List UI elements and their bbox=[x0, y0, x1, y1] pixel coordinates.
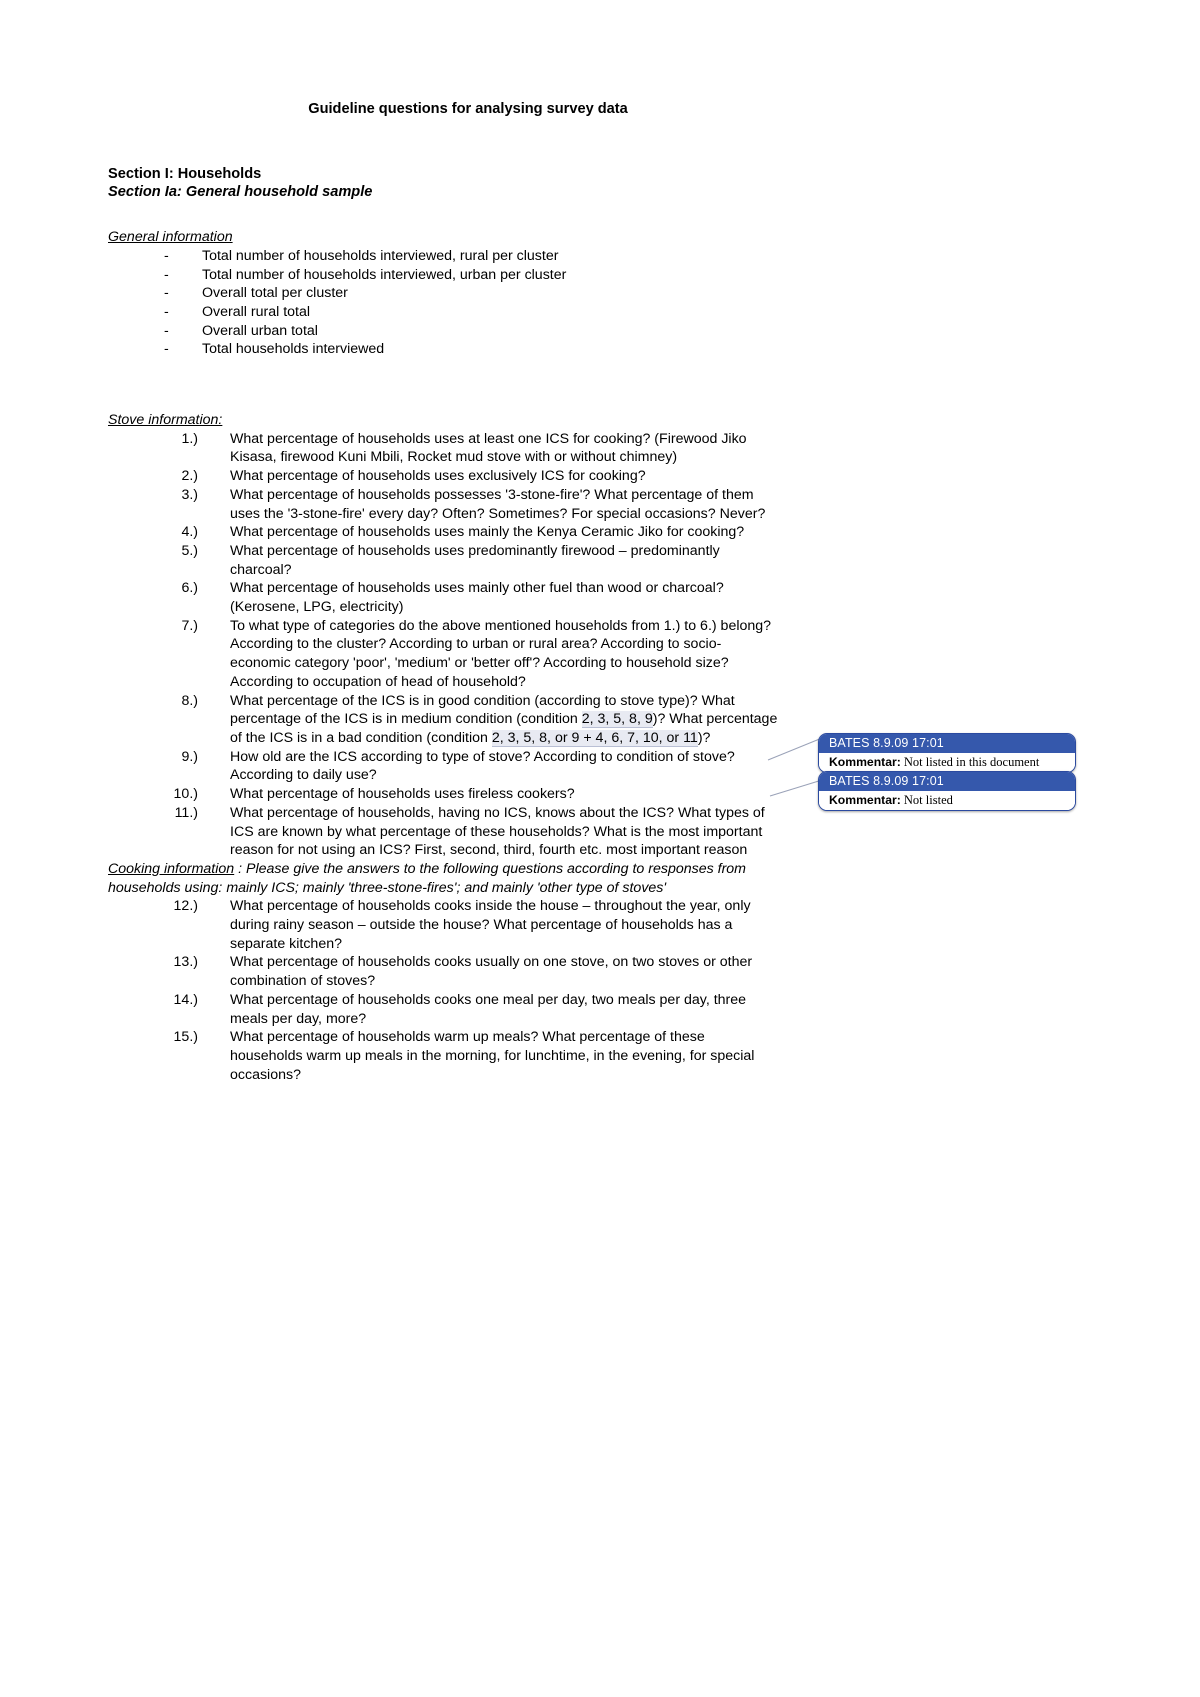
question-number: 9.) bbox=[181, 748, 198, 765]
question-number: 8.) bbox=[181, 692, 198, 709]
question-item-6 bbox=[140, 579, 780, 616]
question-number: 3.) bbox=[181, 486, 198, 503]
question-number: 4.) bbox=[181, 524, 198, 541]
list-item bbox=[164, 340, 780, 359]
question-text: What percentage of households, having no ICS, knows about the ICS? What types of ICS are known by what percentage of these households? What is the most important reason for not using an ICS? First, second, third, fourth etc. most important reason bbox=[230, 804, 765, 859]
list-item-label: Overall rural total bbox=[202, 303, 311, 320]
cooking-information-questions bbox=[108, 897, 780, 1084]
comment-text: Not listed in this document bbox=[903, 755, 1040, 769]
question-text: What percentage of households uses fireless cookers? bbox=[230, 786, 575, 803]
question-text: What percentage of households possesses '3-stone-fire'? What percentage of them uses the '3-stone-fire' every day? Often? Sometimes? For special occasions? Never? bbox=[230, 486, 766, 522]
question-item-13 bbox=[140, 953, 780, 990]
question-item-10 bbox=[140, 785, 780, 804]
question-number: 1.) bbox=[181, 430, 198, 447]
spacer bbox=[108, 119, 780, 165]
question-number: 13.) bbox=[173, 954, 198, 971]
list-item-label: Total households interviewed bbox=[202, 341, 385, 358]
question-item-8 bbox=[140, 692, 780, 748]
question-text: What percentage of households uses mainly the Kenya Ceramic Jiko for cooking? bbox=[230, 524, 745, 541]
question-item-12 bbox=[140, 897, 780, 953]
section-subheading: Section Ia: General household sample bbox=[108, 184, 373, 201]
question-text: What percentage of households cooks one meal per day, two meals per day, three meals per day, more? bbox=[230, 991, 747, 1027]
list-item bbox=[164, 322, 780, 341]
document-body bbox=[108, 100, 780, 1084]
question-text-part3: )? bbox=[697, 729, 711, 746]
question-text: What percentage of households cooks inside the house – throughout the year, only during rainy season – outside the house? What percentage of households has a separate kitchen? bbox=[230, 898, 751, 952]
question-number: 10.) bbox=[173, 786, 198, 803]
list-item-label: Total number of households interviewed, urban per cluster bbox=[202, 266, 567, 283]
general-information-list bbox=[108, 247, 780, 359]
cooking-information-lead: Cooking information bbox=[108, 860, 235, 877]
cooking-information-text: : Please give the answers to the following questions according to responses from households using: mainly ICS; mainly 'three-stone-fires'; and mainly 'other type of stoves' bbox=[108, 860, 747, 896]
question-number: 14.) bbox=[173, 991, 198, 1008]
dash-bullet-icon: - bbox=[164, 341, 169, 358]
section-heading: Section I: Households bbox=[108, 165, 262, 182]
page-title: Guideline questions for analysing survey data bbox=[308, 101, 628, 117]
spacer bbox=[108, 359, 780, 411]
dash-bullet-icon: - bbox=[164, 285, 169, 302]
general-information-heading: General information bbox=[108, 229, 233, 246]
question-number: 15.) bbox=[173, 1029, 198, 1046]
question-number: 11.) bbox=[174, 804, 198, 821]
comment-callout-1[interactable] bbox=[818, 733, 1076, 773]
question-text bbox=[230, 693, 777, 747]
question-number: 6.) bbox=[181, 580, 198, 597]
comment-body bbox=[819, 791, 1075, 810]
question-item-1 bbox=[140, 430, 780, 467]
dash-bullet-icon: - bbox=[164, 322, 169, 339]
question-number: 2.) bbox=[181, 468, 198, 485]
spacer bbox=[108, 202, 780, 228]
question-text: To what type of categories do the above mentioned households from 1.) to 6.) belong? According to the cluster? According to urban or rural area? According to socio-economic category 'poor', 'medium' or 'better off'? According to household size? According to occupation of head of household? bbox=[230, 617, 772, 690]
question-text: What percentage of households uses mainly other fuel than wood or charcoal? (Kerosene, LPG, electricity) bbox=[230, 580, 724, 616]
comment-body bbox=[819, 753, 1075, 772]
list-item-label: Overall total per cluster bbox=[202, 285, 348, 302]
dash-bullet-icon: - bbox=[164, 247, 169, 264]
question-number: 7.) bbox=[181, 617, 198, 634]
question-text: What percentage of households uses exclusively ICS for cooking? bbox=[230, 468, 646, 485]
list-item bbox=[164, 266, 780, 285]
comment-callout-2[interactable] bbox=[818, 771, 1076, 811]
question-text-part2: )? What percentage of the ICS is in a bad condition (condition bbox=[230, 711, 778, 746]
dash-bullet-icon: - bbox=[164, 303, 169, 320]
question-text: How old are the ICS according to type of stove? According to condition of stove? According to daily use? bbox=[230, 748, 735, 784]
comment-anchor-2[interactable]: 2, 3, 5, 8, or 9 + 4, 6, 7, 10, or 11 bbox=[491, 729, 698, 746]
question-number: 12.) bbox=[173, 898, 198, 915]
comment-label: Kommentar: bbox=[829, 793, 901, 807]
question-number: 5.) bbox=[181, 542, 198, 559]
list-item bbox=[164, 284, 780, 303]
question-item-14 bbox=[140, 991, 780, 1028]
comment-author-timestamp: BATES 8.9.09 17:01 bbox=[819, 734, 1075, 753]
question-item-7 bbox=[140, 617, 780, 692]
cooking-information-note bbox=[108, 860, 780, 897]
question-text: What percentage of households uses at least one ICS for cooking? (Firewood Jiko Kisasa, firewood Kuni Mbili, Rocket mud stove with or without chimney) bbox=[230, 430, 747, 466]
list-item-label: Overall urban total bbox=[202, 322, 318, 339]
question-text-part1: What percentage of the ICS is in good condition (according to stove type)? What percentage of the ICS is in medium condition (condition bbox=[230, 692, 735, 728]
question-item-4 bbox=[140, 523, 780, 542]
question-item-11 bbox=[140, 804, 780, 860]
question-text: What percentage of households uses predominantly firewood – predominantly charcoal? bbox=[230, 542, 720, 578]
stove-information-heading: Stove information: bbox=[108, 412, 223, 429]
question-text: What percentage of households cooks usually on one stove, on two stoves or other combination of stoves? bbox=[230, 954, 753, 990]
question-item-15 bbox=[140, 1028, 780, 1084]
list-item bbox=[164, 247, 780, 266]
comment-label: Kommentar: bbox=[829, 755, 901, 769]
question-item-5 bbox=[140, 542, 780, 579]
comment-text: Not listed bbox=[903, 793, 953, 807]
question-item-9 bbox=[140, 748, 780, 785]
question-item-3 bbox=[140, 486, 780, 523]
list-item bbox=[164, 303, 780, 322]
stove-information-questions bbox=[108, 430, 780, 860]
comment-author-timestamp: BATES 8.9.09 17:01 bbox=[819, 772, 1075, 791]
list-item-label: Total number of households interviewed, rural per cluster bbox=[202, 247, 559, 264]
dash-bullet-icon: - bbox=[164, 266, 169, 283]
comment-anchor-1[interactable]: 2, 3, 5, 8, 9 bbox=[581, 711, 653, 728]
question-item-2 bbox=[140, 467, 780, 486]
question-text: What percentage of households warm up meals? What percentage of these households warm up meals in the morning, for lunchtime, in the evening, for special occasions? bbox=[230, 1029, 755, 1083]
